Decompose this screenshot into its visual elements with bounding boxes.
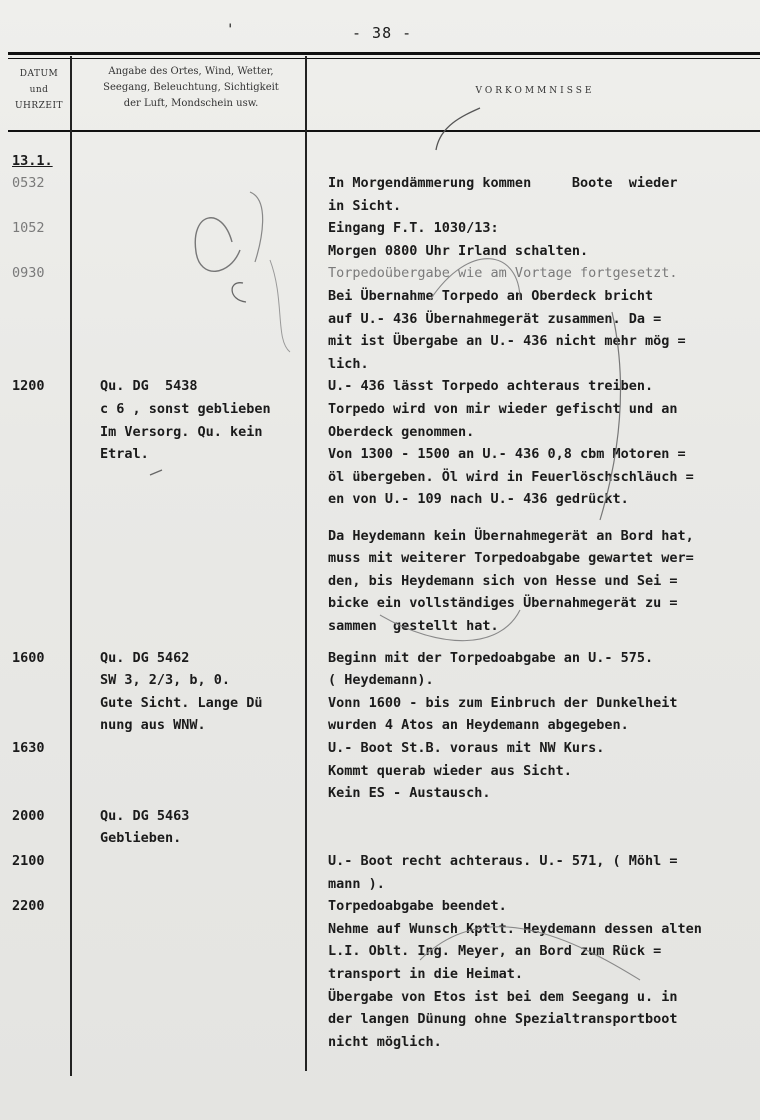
event-line: ( Heydemann). (328, 672, 434, 689)
header-place-line-2: Seegang, Beleuchtung, Sichtigkeit (103, 82, 279, 93)
event-line: Torpedoübergabe wie am Vortage fortgesetzt. (328, 265, 678, 282)
position-weather-line: nung aus WNW. (100, 717, 206, 734)
header-date-column (8, 66, 70, 114)
event-line: U.- Boot St.B. voraus mit NW Kurs. (328, 740, 605, 756)
event-line: nicht möglich. (328, 1033, 442, 1050)
position-weather-line: Qu. DG 5462 (100, 649, 190, 666)
header-top-rule-thin (8, 58, 760, 59)
event-line: mann ). (328, 875, 385, 892)
header-date-line-1: DATUM (19, 69, 59, 79)
time-entry: 1200 (12, 378, 45, 395)
time-entry: 2200 (12, 898, 45, 915)
margin-mark: ' (226, 22, 235, 38)
event-line: lich. (328, 355, 369, 372)
event-line: transport in die Heimat. (328, 966, 524, 982)
event-line: wurden 4 Atos an Heydemann abgegeben. (328, 717, 629, 734)
time-entry: 2000 (12, 807, 45, 824)
header-date-line-3: UHRZEIT (14, 101, 64, 111)
event-line: öl übergeben. Öl wird in Feuerlöschschläuch = (328, 468, 694, 485)
event-line: U.- 436 lässt Torpedo achteraus treiben. (328, 378, 654, 395)
event-line: Torpedo wird von mir wieder gefischt und an (328, 401, 678, 417)
date-heading: 13.1. (12, 153, 53, 169)
event-line: Übergabe von Etos ist bei dem Seegang u. in (328, 988, 678, 1005)
header-top-rule (8, 52, 760, 55)
page-number: - 38 - (352, 24, 413, 42)
header-date-line-2: und (29, 85, 49, 95)
event-line: auf U.- 436 Übernahmegerät zusammen. Da = (328, 310, 662, 327)
event-line: sammen gestellt hat. (328, 617, 499, 634)
event-line: Morgen 0800 Uhr Irland schalten. (328, 242, 589, 259)
position-weather-line: Etral. (100, 446, 149, 463)
event-line: Nehme auf Wunsch Kptlt. Heydemann dessen alten (328, 920, 702, 937)
position-weather-line: c 6 , sonst geblieben (100, 401, 271, 417)
time-entry: 1600 (12, 649, 45, 666)
time-entry: 1052 (12, 220, 45, 237)
position-weather-line: Qu. DG 5438 (100, 378, 198, 395)
header-events-column: VORKOMMNISSE (475, 86, 595, 96)
event-line: muss mit weiterer Torpedoabgabe gewartet wer= (328, 550, 694, 567)
header-place-column (73, 64, 309, 112)
event-line: mit ist Übergabe an U.- 436 nicht mehr mög = (328, 333, 686, 350)
event-line: den, bis Heydemann sich von Hesse und Sei = (328, 572, 678, 589)
event-line: Oberdeck genommen. (328, 423, 475, 440)
event-line: Von 1300 - 1500 an U.- 436 0,8 cbm Motoren = (328, 446, 686, 463)
position-weather-line: Gute Sicht. Lange Dü (100, 694, 263, 711)
event-line: Kommt querab wieder aus Sicht. (328, 762, 572, 779)
column-divider-date (70, 56, 72, 1076)
header-place-line-1: Angabe des Ortes, Wind, Wetter, (108, 66, 274, 77)
event-line: Torpedoabgabe beendet. (328, 898, 507, 915)
event-line: Vonn 1600 - bis zum Einbruch der Dunkelheit (328, 694, 678, 711)
event-line: in Sicht. (328, 197, 402, 214)
event-line: Bei Übernahme Torpedo an Oberdeck bricht (328, 288, 654, 304)
event-line: U.- Boot recht achteraus. U.- 571, ( Möhl = (328, 853, 678, 869)
event-line: Da Heydemann kein Übernahmegerät an Bord hat, (328, 527, 694, 544)
time-entry: 0930 (12, 265, 45, 282)
event-line: en von U.- 109 nach U.- 436 gedrückt. (328, 491, 629, 508)
position-weather-line: SW 3, 2/3, b, 0. (100, 672, 231, 689)
event-line: bicke ein vollständiges Übernahmegerät zu = (328, 595, 678, 612)
event-line: Beginn mit der Torpedoabgabe an U.- 575. (328, 649, 654, 666)
event-line: Eingang F.T. 1030/13: (328, 220, 499, 237)
event-line: der langen Dünung ohne Spezialtransportboot (328, 1011, 678, 1028)
column-divider-place (305, 56, 307, 1071)
time-entry: 1630 (12, 740, 45, 756)
position-weather-line: Im Versorg. Qu. kein (100, 423, 263, 440)
time-entry: 2100 (12, 853, 45, 869)
event-line: Kein ES - Austausch. (328, 785, 491, 802)
position-weather-line: Qu. DG 5463 (100, 807, 190, 824)
header-place-line-3: der Luft, Mondschein usw. (123, 98, 259, 109)
time-entry: 0532 (12, 175, 45, 191)
event-line: In Morgendämmerung kommen Boote wieder (328, 175, 678, 191)
event-line: L.I. Oblt. Ing. Meyer, an Bord zum Rück = (328, 943, 662, 960)
header-bottom-rule (8, 130, 760, 132)
position-weather-line: Geblieben. (100, 830, 182, 847)
